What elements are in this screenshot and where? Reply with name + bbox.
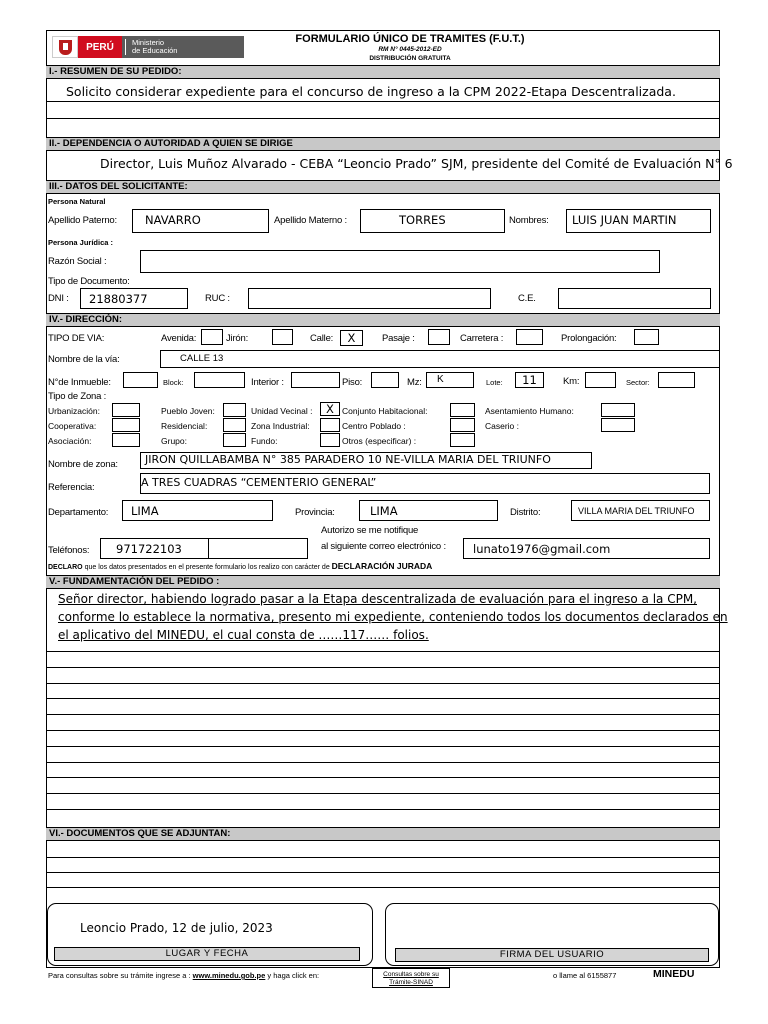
persona-juridica-label: Persona Jurídica : [48,238,114,247]
coat-of-arms-icon [52,36,78,58]
apellido-materno-label: Apellido Materno : [274,215,347,226]
interior-label: Interior : [251,377,284,388]
ce-field[interactable] [558,288,711,309]
ruled-line [46,809,720,810]
km-label: Km: [563,376,580,387]
mz-label: Mz: [407,377,422,388]
tipo-via-label: TIPO DE VIA: [48,333,105,344]
pueblo-joven-checkbox[interactable] [223,403,246,417]
centro-poblado-label: Centro Poblado : [342,421,406,431]
conjunto-habitacional-label: Conjunto Habitacional: [342,406,428,416]
interior-field[interactable] [291,372,340,388]
fundo-checkbox[interactable] [320,433,340,447]
residencial-label: Residencial: [161,421,208,431]
firma-label: FIRMA DEL USUARIO [395,948,709,962]
autorizo-line1: Autorizo se me notifique [321,525,419,536]
dni-field[interactable]: 21880377 [80,288,188,309]
ruc-label: RUC : [205,293,230,304]
calle-label: Calle: [310,333,334,344]
referencia-label: Referencia: [48,482,95,493]
inmueble-field[interactable] [123,372,158,388]
inmueble-label: N°de Inmueble: [48,377,111,388]
apellido-paterno-field[interactable]: NAVARRO [132,209,269,233]
nombres-field[interactable]: LUIS JUAN MARTIN [566,209,711,233]
ruled-line [46,714,720,715]
apellido-materno-field[interactable]: TORRES [360,209,505,233]
ce-label: C.E. [518,293,536,304]
nombre-zona-field[interactable]: JIRON QUILLABAMBA N° 385 PARADERO 10 NE-VILLA MARIA DEL TRIUNFO [140,452,592,469]
section6-title: VI.- DOCUMENTOS QUE SE ADJUNTAN: [46,827,720,841]
block-field[interactable] [194,372,245,388]
distrito-label: Distrito: [510,507,541,518]
ruled-line [46,667,720,668]
calle-checkbox[interactable]: X [340,330,363,346]
razon-social-field[interactable] [140,250,660,273]
zona-industrial-checkbox[interactable] [320,418,340,432]
carretera-checkbox[interactable] [516,329,543,345]
divider [46,887,720,888]
telefono-divider [208,538,209,559]
apellido-paterno-label: Apellido Paterno: [48,215,117,226]
nombre-via-field[interactable]: CALLE 13 [160,350,720,368]
departamento-field[interactable]: LIMA [122,500,273,521]
nombres-label: Nombres: [509,215,549,226]
fundo-label: Fundo: [251,436,278,446]
sector-label: Sector: [626,378,650,387]
ruled-line [46,698,720,699]
provincia-label: Provincia: [295,507,335,518]
fundamentacion-line2[interactable]: conforme lo establece la normativa, presento mi expediente, conteniendo todos los documentos declarados en [58,610,728,624]
divider [46,872,720,873]
referencia-field[interactable]: A TRES CUADRAS “CEMENTERIO GENERAL” [140,473,710,494]
asociacion-label: Asociación: [48,436,92,446]
asentamiento-checkbox[interactable] [601,403,635,417]
nombre-zona-label: Nombre de zona: [48,459,118,470]
lugar-fecha-label: LUGAR Y FECHA [54,947,360,961]
grupo-label: Grupo: [161,436,187,446]
prolongacion-label: Prolongación: [561,333,617,344]
distrito-field[interactable]: VILLA MARIA DEL TRIUNFO [571,500,710,521]
distribution-note: DISTRIBUCIÓN GRATUITA [369,55,451,62]
jiron-label: Jirón: [226,333,249,344]
caserio-checkbox[interactable] [601,418,635,432]
pueblo-joven-label: Pueblo Joven: [161,406,215,416]
block-label: Block: [163,378,184,387]
section1-title: I.- RESUMEN DE SU PEDIDO: [46,65,720,79]
form-title: FORMULARIO ÚNICO DE TRAMITES (F.U.T.) [295,33,525,45]
email-field[interactable]: lunato1976@gmail.com [463,538,710,559]
jiron-checkbox[interactable] [272,329,293,345]
conjunto-habitacional-checkbox[interactable] [450,403,475,417]
section4-title: IV.- DIRECCIÓN: [46,313,720,327]
divider [46,857,720,858]
autorizo-line2: al siguiente correo electrónico : [321,541,446,552]
otros-checkbox[interactable] [450,433,475,447]
section5-title: V.- FUNDAMENTACIÓN DEL PEDIDO : [46,575,720,589]
asentamiento-label: Asentamiento Humano: [485,406,574,416]
departamento-label: Departamento: [48,507,109,518]
tipo-zona-label: Tipo de Zona : [48,391,107,402]
ruled-line [46,777,720,778]
piso-label: Piso: [342,377,363,388]
provincia-field[interactable]: LIMA [359,500,498,521]
peru-ministry-logo [52,36,244,58]
carretera-label: Carretera : [460,333,504,344]
unidad-vecinal-checkbox[interactable]: X [320,402,340,416]
grupo-checkbox[interactable] [223,433,246,447]
pasaje-checkbox[interactable] [428,329,450,345]
residencial-checkbox[interactable] [223,418,246,432]
authority-text[interactable]: Director, Luis Muñoz Alvarado - CEBA “Leoncio Prado” SJM, presidente del Comité de Evaluación N° 6 [100,156,733,171]
unidad-vecinal-label: Unidad Vecinal : [251,406,313,416]
razon-social-label: Razón Social : [48,256,107,267]
llame-text: o llame al 6155877 [553,971,617,980]
pasaje-label: Pasaje : [382,333,415,344]
fundamentacion-line1[interactable]: Señor director, habiendo logrado pasar a la Etapa descentralizada de evaluación para el ingreso a la CPM, [58,592,697,606]
logo-country: PERÚ [78,36,122,58]
telefonos-label: Teléfonos: [48,545,90,556]
sector-field[interactable] [658,372,695,388]
piso-field[interactable] [371,372,399,388]
ruled-line [46,746,720,747]
section3-title: III.- DATOS DEL SOLICITANTE: [46,180,720,194]
otros-label: Otros (especificar) : [342,436,417,446]
logo-ministry: Ministerio de Educación [125,39,177,55]
ruled-line [46,683,720,684]
consultas-sinad-button[interactable]: Consultas sobre su Trámite-SINAD [372,968,450,988]
nombre-via-label: Nombre de la vía: [48,354,120,365]
summary-text[interactable]: Solicito considerar expediente para el concurso de ingreso a la CPM 2022-Etapa Descentralizada. [66,84,676,99]
caserio-label: Caserio : [485,421,520,431]
divider [46,101,720,102]
declaro-line: DECLARO que los datos presentados en el presente formulario los realizo con carácter de DECLARACIÓN JURADA [48,561,433,571]
dni-label: DNI : [48,293,69,304]
km-field[interactable] [585,372,616,388]
section2-title: II.- DEPENDENCIA O AUTORIDAD A QUIEN SE DIRIGE [46,137,720,151]
urbanizacion-label: Urbanización: [48,406,100,416]
fundamentacion-line3[interactable]: el aplicativo del MINEDU, el cual consta de ……117…… folios. [58,628,429,642]
lote-label: Lote: [486,378,503,387]
ruled-line [46,793,720,794]
avenida-label: Avenida: [161,333,197,344]
centro-poblado-checkbox[interactable] [450,418,475,432]
asociacion-checkbox[interactable] [112,433,140,447]
divider [46,118,720,119]
consultas-line: Para consultas sobre su trámite ingrese a : www.minedu.gob.pe y haga click en: [48,971,320,980]
avenida-checkbox[interactable] [201,329,223,345]
mz-field[interactable]: K [426,372,474,388]
ruled-line [46,730,720,731]
lote-field[interactable]: 11 [515,372,544,388]
ruled-line [46,651,720,652]
prolongacion-checkbox[interactable] [634,329,659,345]
lugar-fecha-value[interactable]: Leoncio Prado, 12 de julio, 2023 [80,921,273,935]
urbanizacion-checkbox[interactable] [112,403,140,417]
tipo-documento-label: Tipo de Documento: [48,276,130,287]
ruled-line [46,762,720,763]
cooperativa-checkbox[interactable] [112,418,140,432]
telefono-field[interactable]: 971722103 [100,538,308,559]
cooperativa-label: Cooperativa: [48,421,97,431]
zona-industrial-label: Zona Industrial: [251,421,310,431]
persona-natural-label: Persona Natural [48,197,106,206]
minedu-website-link[interactable]: www.minedu.gob.pe [192,971,266,980]
ruc-field[interactable] [248,288,491,309]
minedu-brand: MINEDU [653,968,695,980]
rm-number: RM N° 0445-2012-ED [378,46,442,53]
